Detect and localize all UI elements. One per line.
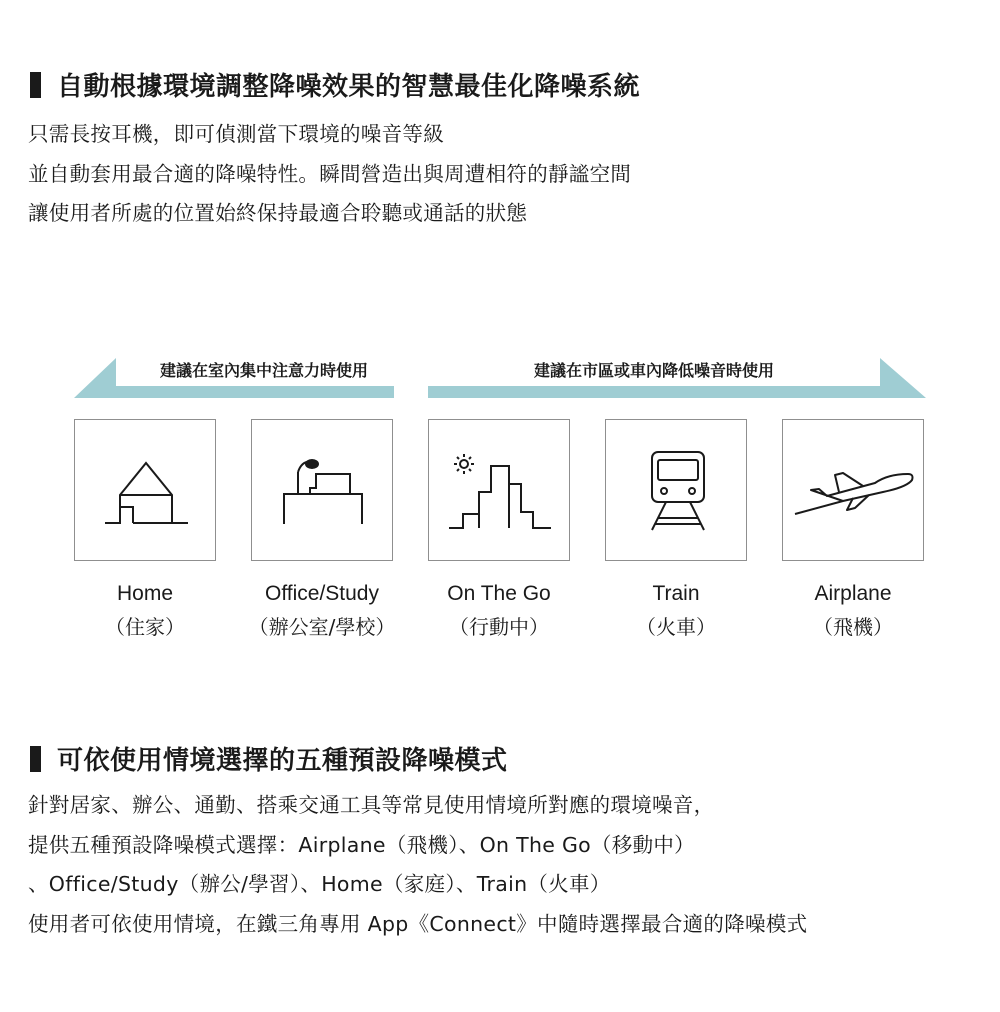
mode-caption-office: [234, 578, 410, 644]
train-icon: [606, 420, 748, 562]
mode-caption-airplane: [765, 578, 941, 644]
mode-name-en: Airplane: [814, 582, 892, 605]
description-line: 讓使用者所處的位置始終保持最適合聆聽或通話的狀態: [28, 201, 528, 225]
outdoor-recommendation-banner: [428, 358, 926, 402]
mode-name-zh: （行動中）: [449, 615, 549, 639]
description-line: 針對居家、辦公、通勤、搭乘交通工具等常見使用情境所對應的環境噪音，: [28, 793, 715, 817]
indoor-recommendation-banner: [74, 358, 394, 402]
description-line: 並自動套用最合適的降噪特性。瞬間營造出與周遭相符的靜謐空間: [28, 161, 632, 186]
mode-name-zh: （飛機）: [813, 615, 893, 639]
mode-name-zh: （住家）: [105, 615, 185, 639]
mode-card-train: [605, 419, 747, 561]
heading-marker: [30, 746, 41, 772]
airplane-icon: [783, 420, 925, 562]
mode-caption-train: [588, 578, 764, 644]
mode-card-home: [74, 419, 216, 561]
mode-card-airplane: [782, 419, 924, 561]
desk-icon: [252, 420, 394, 562]
city-icon: [429, 420, 571, 562]
outdoor-recommendation-label: 建議在市區或車內降低噪音時使用: [533, 361, 774, 380]
mode-caption-home: [57, 578, 233, 644]
description-line: 只需長按耳機，即可偵測當下環境的噪音等級: [28, 122, 444, 146]
mode-name-en: Office/Study: [264, 582, 379, 605]
mode-name-en: On The Go: [447, 582, 551, 605]
description-line: 使用者可依使用情境，在鐵三角專用 App《Connect》中隨時選擇最合適的降噪模式: [28, 911, 808, 936]
mode-name-zh: （火車）: [636, 615, 716, 639]
description-line: 提供五種預設降噪模式選擇：Airplane（飛機）、On The Go（移動中）: [28, 832, 695, 857]
mode-card-office: [251, 419, 393, 561]
mode-card-on-the-go: [428, 419, 570, 561]
house-icon: [75, 420, 217, 562]
section-description: [28, 786, 807, 944]
section-heading-preset-modes: [30, 740, 508, 777]
section-heading-adaptive-nc: [30, 66, 640, 103]
mode-name-en: Home: [116, 582, 174, 605]
heading-marker: [30, 72, 41, 98]
section-title: 可依使用情境選擇的五種預設降噪模式: [57, 746, 508, 776]
mode-name-zh: （辦公室/學校）: [248, 615, 396, 639]
mode-caption-on-the-go: [411, 578, 587, 644]
mode-name-en: Train: [652, 582, 700, 605]
section-title: 自動根據環境調整降噪效果的智慧最佳化降噪系統: [57, 72, 641, 102]
section-description: [28, 115, 631, 234]
indoor-recommendation-label: 建議在室內集中注意力時使用: [159, 361, 368, 380]
description-line: 、Office/Study（辦公/學習）、Home（家庭）、Train（火車）: [28, 872, 611, 896]
